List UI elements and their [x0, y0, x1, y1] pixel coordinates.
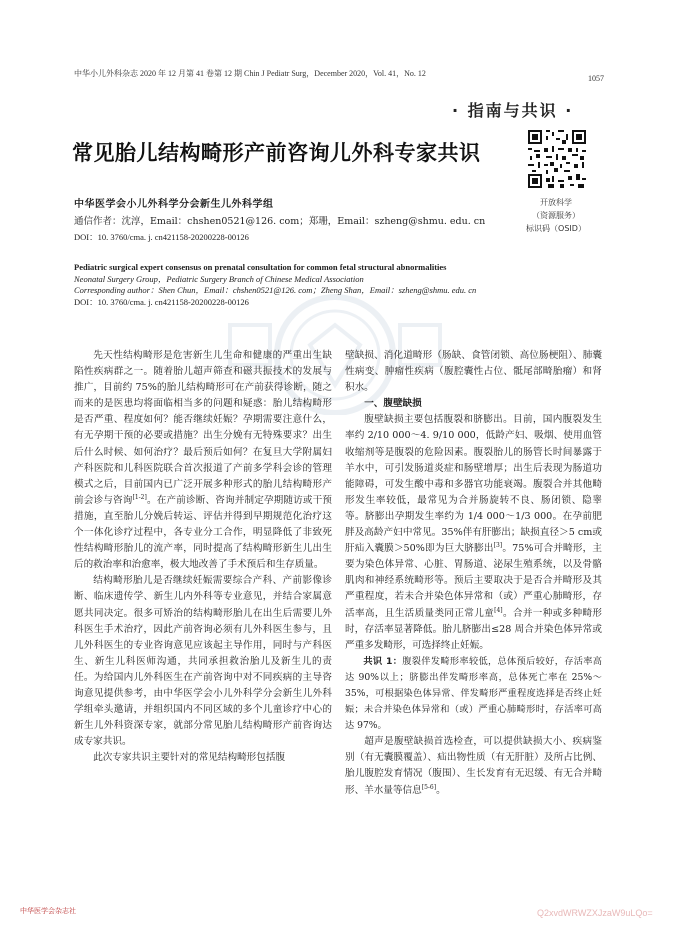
paragraph: 超声是腹壁缺损首选检查，可以提供缺损大小、疾病鉴别（有无囊膜覆盖）、疝出物性质（有无肝脏）及所占比例、胎儿腹腔发育情况（腹围）、生长发育有无迟缓、有无合并畸形、羊水量等信息[5-6]。 [345, 736, 602, 796]
qr-caption-line2: （资源服务） [532, 211, 580, 220]
paragraph: 先天性结构畸形是危害新生儿生命和健康的严重出生缺陷性疾病群之一。随着胎儿超声筛查和磁共振技术的发展与推广，目前约 75%的胎儿结构畸形可在产前获得诊断，随之而来的是医患均将面临相当多的问题和疑惑：胎儿结构畸形是否严重、程度如何？能否继续妊娠？孕期需要注意什么，有无孕期干预的必要或措施？出生分娩有无特殊要求？出生后什么时候、如何治疗？最后预后如何？在复旦大学附属妇产科医院和儿科医院联合首次报道了产前多学科会诊的管理模式之后，目前国内已广泛开展多种形式的胎儿结构畸形产前会诊与咨询[1-2]。在产前诊断、咨询并制定孕期随访或干预措施，直至胎儿分娩后转运、评估并得到早期规范化治疗这个一体化诊疗过程中，各专业分工合作，明显降低了非致死性结构畸形胎儿的流产率，同时提高了结构畸形新生儿出生后的救治率和治愈率，极大地改善了手术预后和生存质量。 [74, 350, 333, 571]
citation[interactable]: [4] [494, 606, 503, 614]
publisher-logo: 中华医学会杂志社 [20, 907, 76, 915]
article-title: 常见胎儿结构畸形产前咨询儿外科专家共识 [72, 141, 481, 165]
consensus-label: 共识 1： [363, 655, 403, 667]
citation[interactable]: [1-2] [132, 493, 147, 501]
paragraph: 结构畸形胎儿是否继续妊娠需要综合产科、产前影像诊断、临床遗传学、新生儿内外科等专业意见，并结合家属意愿共同决定。很多可矫治的结构畸形胎儿在出生后需要儿外科医生手术治疗，因此产前咨询必须有儿外科医生参与，且儿外科医生的专业咨询意见应该起主导作用，同时与产科医生、新生儿科医师沟通，共同承担救治胎儿及新生儿的责任。为给国内儿外科医生在产前咨询中对不同疾病的主导咨询意见提供参考，由中华医学会小儿外科学分会新生儿外科学组牵头邀请，并组织国内不同区域的多个儿童诊疗中心的新生儿外科资深专家，就部分常见胎儿结构畸形产前咨询达成专家共识。 [74, 575, 332, 748]
english-org: Neonatal Surgery Group，Pediatric Surgery Branch of Chinese Medical Association [74, 273, 364, 284]
english-abstract [74, 262, 514, 308]
section-tag: · 指南与共识 · [452, 101, 574, 120]
section-heading: 一、腹壁缺损 [364, 398, 422, 410]
doi[interactable]: DOI：10. 3760/cma. j. cn421158-20200228-00126 [74, 232, 249, 242]
qr-code-icon[interactable] [528, 130, 586, 188]
paragraph: 腹壁缺损主要包括腹裂和脐膨出。目前，国内腹裂发生率约 2/10 000～4. 9/10 000，低龄产妇、吸烟、使用血管收缩剂等是腹裂的危险因素。腹裂胎儿的肠管长时间暴露于羊水中，可引发肠道炎症和肠壁增厚；出生后表现为肠道功能障碍，可发生酸中毒和多器官功能衰竭。腹裂合并其他畸形发生率较低，最常见为合并肠旋转不良、肠闭锁、隐睾等。脐膨出孕期发生率约为 1/4 000～1/3 000。在孕前肥胖及高龄产妇中常见。35%伴有肝膨出；缺损直径＞5 cm或肝疝入囊膜＞50%即为巨大脐膨出[3]。75%可合并畸形，主要为染色体异常、心脏、胃肠道、泌尿生殖系统，以及骨骼肌肉和神经系统畸形等。预后主要取决于是否合并畸形及其严重程度，若未合并染色体异常和（或）严重心肺畸形，存活率高，且生活质量类同正常儿童[4]。合并一种或多种畸形时，存活率显著降低。胎儿脐膨出≤28 周合并染色体异常或严重多发畸形，可选择终止妊娠。 [345, 414, 603, 651]
body-column-left [74, 348, 332, 766]
qr-caption-line3: 标识码（OSID） [526, 224, 586, 233]
english-corresponding: Corresponding author：Shen Chun，Email：chshen0521@126. com；Zheng Shan，Email：szheng@shmu. edu. cn [74, 285, 477, 295]
qr-caption [516, 196, 596, 235]
corresponding-author: 通信作者：沈淳，Email：chshen0521@126. com；郑珊，Email：szheng@shmu. edu. cn [74, 216, 486, 227]
english-doi[interactable]: DOI：10. 3760/cma. j. cn421158-20200228-00126 [74, 296, 249, 307]
body-column-right [345, 348, 602, 799]
consensus-statement: 共识 1：腹裂伴发畸形率较低，总体预后较好，存活率高达 90%以上；脐膨出伴发畸形率高，总体死亡率在 25%～35%，可根据染色体异常、伴发畸形严重程度选择是否终止妊娠；未合并染色体异常和（或）严重心肺畸形时，存活率可高达 97%。 [345, 655, 602, 732]
paragraph: 壁缺损、消化道畸形（肠缺、食管闭锁、高位肠梗阻）、肺囊性病变、肿瘤性疾病（腹腔囊性占位、骶尾部畸胎瘤）和肾积水。 [345, 350, 602, 394]
author-org: 中华医学会小儿外科学分会新生儿外科学组 [74, 199, 274, 210]
citation[interactable]: [3] [493, 541, 503, 549]
english-title: Pediatric surgical expert consensus on prenatal consultation for common fetal structural abnormalities [74, 262, 447, 272]
footer-code: Q2xvdWRWZXJzaW9uLQo= [537, 908, 653, 918]
page-number: 1057 [588, 74, 604, 83]
running-head: 中华小儿外科杂志 2020 年 12 月第 41 卷第 12 期 Chin J Pediatr Surg，December 2020，Vol. 41，No. 12 [74, 69, 426, 78]
qr-caption-line1: 开放科学 [540, 198, 572, 207]
paragraph: 此次专家共识主要针对的常见结构畸形包括腹 [93, 752, 286, 764]
citation[interactable]: [5-6] [421, 783, 437, 791]
